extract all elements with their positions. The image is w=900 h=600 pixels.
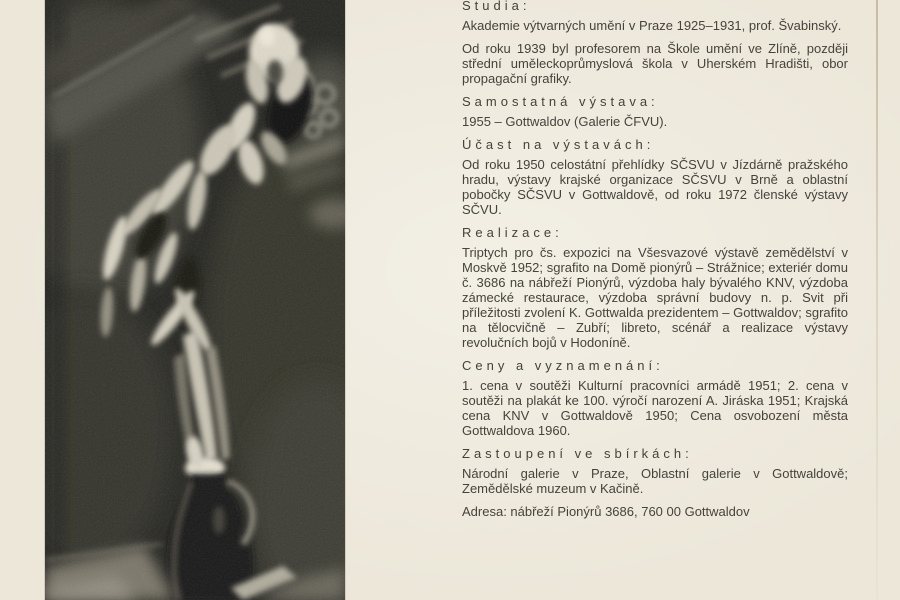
address-line: Adresa: nábřeží Pionýrů 3686, 760 00 Gottwaldov: [462, 504, 750, 519]
section-studia: [462, 0, 848, 86]
paragraph: Národní galerie v Praze, Oblastní galerie v Gottwaldově; Zemědělské muzeum v Kačině.: [462, 466, 848, 496]
paragraph: Akademie výtvarných umění v Praze 1925–1931, prof. Švabinský.: [462, 18, 842, 33]
section-ucast-na-vystavach: [462, 137, 848, 217]
section-heading: Studia:: [462, 0, 531, 13]
page-fold-line: [876, 0, 878, 600]
section-realizace: [462, 225, 848, 350]
painting-reproduction: [45, 0, 345, 600]
paragraph: Od roku 1950 celostátní přehlídky SČSVU v Jízdárně pražského hradu, výstavy krajské organizace SČSVU v Brně a oblastní pobočky SČSVU v Gottwaldově, od roku 1972 členské výstavy SČVU.: [462, 157, 848, 217]
section-samostatna-vystava: [462, 94, 848, 129]
section-ceny-a-vyznamenani: [462, 358, 848, 438]
section-heading: Zastoupení ve sbírkách:: [462, 446, 693, 461]
section-heading: Samostatná výstava:: [462, 94, 659, 109]
section-heading: Účast na výstavách:: [462, 137, 655, 152]
biography-column: [462, 0, 848, 527]
section-heading: Realizace:: [462, 225, 563, 240]
paragraph: Od roku 1939 byl profesorem na Škole umění ve Zlíně, později střední uměleckoprůmyslová škola v Uherském Hradišti, obor propagační grafiky.: [462, 41, 848, 86]
painting-irises-in-vase: [45, 0, 345, 600]
paragraph: Triptych pro čs. expozici na Všesvazové výstavě zemědělství v Moskvě 1952; sgrafito na Domě pionýrů – Strážnice; exteriér domu č. 3686 na nábřeží Pionýrů, výzdoba haly bývalého KNV, výzdoba zámecké restaurace, výzdoba správní budovy n. p. Svit při příležitosti zvolení K. Gottwalda prezidentem – Gottwaldov; sgrafito na tělocvičně – Zubří; libreto, scénář a realizace výstavy revolučních bojů v Hodoníně.: [462, 245, 848, 350]
section-zastoupeni-ve-sbirkach: [462, 446, 848, 496]
paragraph: 1. cena v soutěži Kulturní pracovníci armádě 1951; 2. cena v soutěži na plakát ke 100. výročí narození A. Jiráska 1951; Krajská cena KNV v Gottwaldově 1950; Cena osvobození města Gottwaldova 1960.: [462, 378, 848, 438]
paragraph: 1955 – Gottwaldov (Galerie ČFVU).: [462, 114, 668, 129]
section-heading: Ceny a vyznamenání:: [462, 358, 664, 373]
